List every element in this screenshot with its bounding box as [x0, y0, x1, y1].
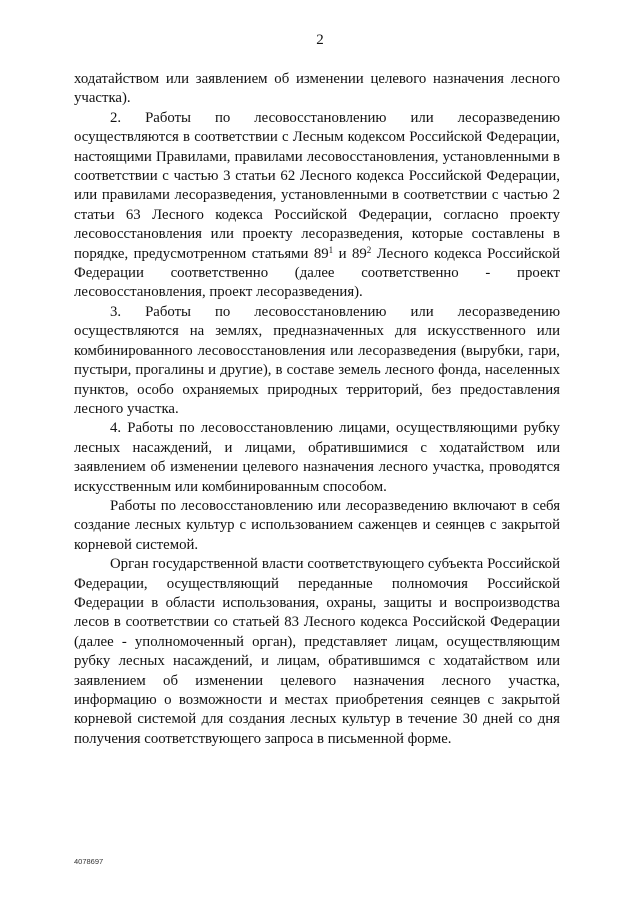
paragraph-item-3: 3. Работы по лесовосстановлению или лесоразведению осуществляются на землях, предназначенных для искусственного или комбинированного лесовосстановления или лесоразведения (вырубки, гари, пустыри, прогалины и другие), в составе земель лесного фонда, населенных пунктов, особо охраняемых природных территорий, без предоставления лесного участка.	[74, 303, 560, 417]
document-body	[74, 70, 560, 749]
paragraph-item-4: 4. Работы по лесовосстановлению лицами, осуществляющими рубку лесных насаждений, и лицами, обратившимися с ходатайством или заявлением об изменении целевого назначения лесного участка, проводятся искусственным или комбинированным способом.	[74, 420, 560, 495]
paragraph-item-2	[74, 109, 560, 303]
paragraph-continuation: ходатайством или заявлением об изменении целевого назначения лесного участка).	[74, 71, 560, 107]
superscript-marker: 2	[366, 244, 372, 255]
paragraph-works-composition: Работы по лесовосстановлению или лесоразведению включают в себя создание лесных культур с использованием саженцев и сеянцев с закрытой корневой системой.	[74, 497, 560, 553]
paragraph-text: и 89	[333, 245, 367, 262]
superscript-marker: 1	[328, 244, 334, 255]
paragraph-authorized-body: Орган государственной власти соответствующего субъекта Российской Федерации, осуществляющий переданные полномочия Российской Федерации в области использования, охраны, защиты и воспроизводства лесов в соответствии со статьей 83 Лесного кодекса Российской Федерации (далее - уполномоченный орган), представляет лицам, осуществляющим рубку лесных насаждений, и лицам, обратившимся с ходатайством или заявлением об изменении целевого назначения лесного участка, информацию о возможности и местах приобретения сеянцев с закрытой корневой системой для создания лесных культур в течение 30 дней со дня получения соответствующего запроса в письменной форме.	[74, 556, 560, 747]
paragraph-text: 2. Работы по лесовосстановлению или лесоразведению осуществляются в соответствии с Лесным кодексом Российской Федерации, настоящими Правилами, правилами лесовосстановления, установленными в соответствии с частью 3 статьи 62 Лесного кодекса Российской Федерации, или правилами лесоразведения, установленными в соответствии с частью 2 статьи 63 Лесного кодекса Российской Федерации, согласно проекту лесовосстановления или проекту лесоразведения, которые составлены в порядке, предусмотренном статьями 89	[74, 109, 560, 262]
page-number: 2	[316, 32, 324, 48]
paragraph-text: Лесного кодекса Российской Федерации соответственно (далее соответственно - проект лесовосстановления, проект лесоразведения).	[74, 245, 561, 301]
document-code: 4078697	[74, 857, 104, 866]
